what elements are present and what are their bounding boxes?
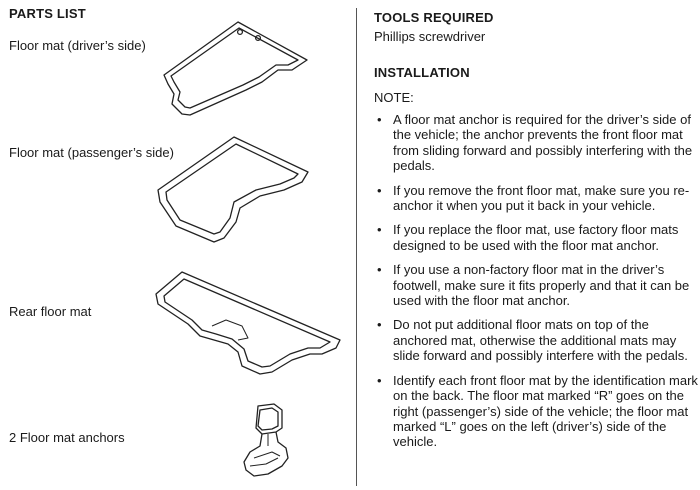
part-label-driver-mat: Floor mat (driver’s side)	[9, 38, 146, 53]
installation-heading: INSTALLATION	[374, 65, 470, 80]
note-bullet-non-factory: • If you use a non-factory floor mat in the driver’s footwell, make sure it fits properly and that it can be used with the floor mat anchor.	[374, 262, 698, 308]
note-bullet-re-anchor: • If you remove the front floor mat, make sure you re-anchor it when you put it back in your vehicle.	[374, 183, 698, 214]
note-bullet-no-stacking: • Do not put additional floor mats on top of the anchored mat, otherwise the additional mats may slide forward and possibly interfere with the pedals.	[374, 317, 698, 363]
tools-required-item: Phillips screwdriver	[374, 29, 486, 44]
tools-required-heading: TOOLS REQUIRED	[374, 10, 494, 25]
passenger-floor-mat-icon	[152, 134, 312, 246]
note-label: NOTE:	[374, 90, 414, 105]
note-bullet-identify-mat: • Identify each front floor mat by the identification mark on the back. The floor mat marked “R” goes on the right (passenger’s) side of the vehicle; the floor mat marked “L” goes on the left (driver’s) side of the vehicle.	[374, 373, 698, 450]
rear-floor-mat-icon	[152, 268, 347, 378]
part-label-passenger-mat: Floor mat (passenger’s side)	[9, 145, 174, 160]
driver-floor-mat-icon	[160, 20, 310, 120]
note-bullet-anchor-required: • A floor mat anchor is required for the driver’s side of the vehicle; the anchor prevents the front floor mat from sliding forward and possibly interfering with the pedals.	[374, 112, 698, 174]
parts-list-heading: PARTS LIST	[9, 6, 86, 21]
floor-mat-anchor-icon	[238, 402, 298, 480]
part-label-anchors: 2 Floor mat anchors	[9, 430, 125, 445]
note-bullet-factory-mats: • If you replace the floor mat, use factory floor mats designed to be used with the floor mat anchor.	[374, 222, 698, 253]
column-divider	[356, 8, 357, 486]
installation-notes-list	[374, 112, 698, 459]
part-label-rear-mat: Rear floor mat	[9, 304, 92, 319]
